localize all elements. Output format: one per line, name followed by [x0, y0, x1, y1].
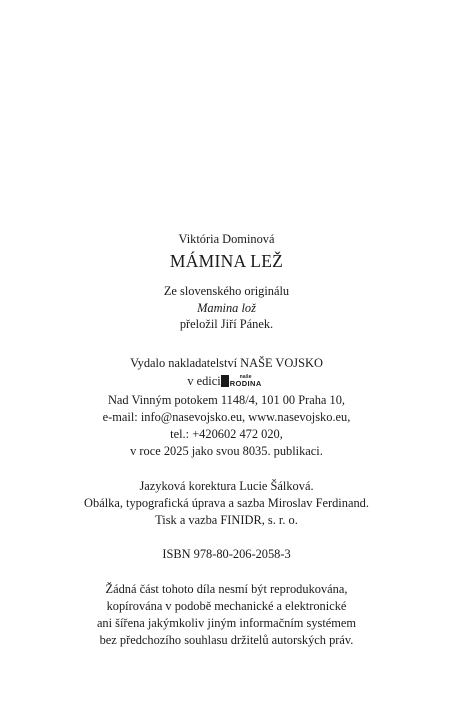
- copyright-line-4: bez předchozího souhlasu držitelů autorských práv.: [99, 633, 354, 647]
- publisher-line: Vydalo nakladatelství NAŠE VOJSKO: [130, 356, 323, 370]
- nase-rodina-logo: [221, 375, 262, 388]
- publisher-address: Nad Vinným potokem 1148/4, 101 00 Praha 10,: [107, 393, 346, 407]
- copyright-line-2: kopírována v podobě mechanické a elektronické: [106, 599, 347, 613]
- publication-year: v roce 2025 jako svou 8035. publikaci.: [130, 444, 323, 458]
- original-title: Mamina lož: [197, 301, 256, 315]
- logo-big-text: RODINA: [229, 378, 262, 388]
- copyright-line-3: ani šířena jakýmkoliv jiným informačním systémem: [96, 616, 357, 630]
- print-credit: Tisk a vazba FINIDR, s. r. o.: [155, 513, 298, 527]
- translation-origin: Ze slovenského originálu: [163, 284, 290, 298]
- author-name: Viktória Dominová: [178, 232, 275, 246]
- design-credit: Obálka, typografická úprava a sazba Miroslav Ferdinand.: [84, 496, 369, 510]
- translator: přeložil Jiří Pánek.: [179, 317, 274, 331]
- logo-small-text: naše: [239, 373, 252, 380]
- edition-prefix: v edici: [187, 374, 221, 388]
- publisher-phone: tel.: +420602 472 020,: [170, 427, 283, 441]
- proofreading-credit: Jazyková korektura Lucie Šálková.: [139, 479, 314, 493]
- copyright-line-1: Žádná část tohoto díla nesmí být reprodukována,: [105, 582, 348, 596]
- publisher-contact: e-mail: info@nasevojsko.eu, www.nasevojsko.eu,: [102, 410, 351, 424]
- isbn: ISBN 978-80-206-2058-3: [162, 547, 291, 561]
- logo-mark-icon: [221, 375, 229, 387]
- edition-line: [0, 373, 453, 389]
- book-title: MÁMINA LEŽ: [169, 251, 284, 271]
